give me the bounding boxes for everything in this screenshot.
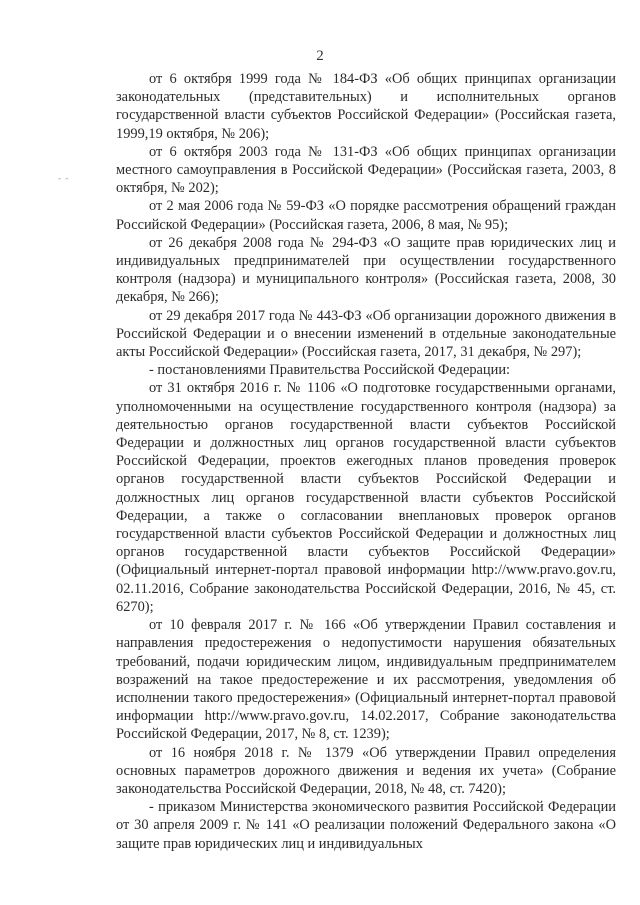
paragraph-government-resolutions: - постановлениями Правительства Российской Федерации:: [149, 362, 511, 379]
margin-mark: - -: [58, 173, 70, 183]
paragraph-law-131fz: от 6 октября 2003 года № 131-ФЗ «Об общих принципах организации местного самоуправления в Российской Федерации» (Российская газета, 2003, 8 октября, № 202);: [116, 143, 616, 197]
page-number: 2: [316, 48, 324, 64]
paragraph-resolution-1106: от 31 октября 2016 г. № 1106 «О подготовке государственными органами, уполномоченными на осуществление государственного контроля (надзора) за деятельностью органов государственной власти субъектов Российской Федерации и должностных лиц органов государственной власти субъектов Российской Федерации, проектов ежегодных планов проведения проверок органов государственной власти субъектов Российской Федерации и должностных лиц органов государственной власти субъектов Российской Федерации, а также о согласовании внеплановых проверок органов государственной власти субъектов Российской Федерации и должностных лиц органов государственной власти субъектов Российской Федерации» (Официальный интернет-портал правовой информации http://www.pravo.gov.ru, 02.11.2016, Собрание законодательства Российской Федерации, 2016, № 45, ст. 6270);: [116, 380, 616, 615]
paragraph-law-294fz: от 26 декабря 2008 года № 294-ФЗ «О защите прав юридических лиц и индивидуальных предпринимателей при осуществлении государственного контроля (надзора) и муниципального контроля» (Российская газета, 2008, 30 декабря, № 266);: [116, 234, 616, 306]
paragraph-resolution-166: от 10 февраля 2017 г. № 166 «Об утверждении Правил составления и направления предостережения о недопустимости нарушения обязательных требований, подачи юридическим лицом, индивидуальным предпринимателем возражений на такое предостережение и их рассмотрения, уведомления об исполнении такого предостережения» (Официальный интернет-портал правовой информации http://www.pravo.gov.ru, 14.02.2017, Собрание законодательства Российской Федерации, 2017, № 8, ст. 1239);: [116, 617, 616, 743]
paragraph-order-141: - приказом Министерства экономического развития Российской Федерации от 30 апреля 2009 г. № 141 «О реализации положений Федерального закона «О защите прав юридических лиц и индивидуальных: [116, 799, 616, 852]
paragraph-law-184fz: от 6 октября 1999 года № 184-ФЗ «Об общих принципах организации законодательных (представительных) и исполнительных органов государственной власти субъектов Российской Федерации» (Российская газета, 1999,19 октября, № 206);: [116, 71, 616, 142]
document-body: [116, 70, 616, 853]
paragraph-law-443fz: от 29 декабря 2017 года № 443-ФЗ «Об организации дорожного движения в Российской Федерации и о внесении изменений в отдельные законодательные акты Российской Федерации» (Российская газета, 2017, 31 декабря, № 297);: [116, 307, 616, 361]
paragraph-law-59fz: от 2 мая 2006 года № 59-ФЗ «О порядке рассмотрения обращений граждан Российской Федерации» (Российская газета, 2006, 8 мая, № 95);: [116, 198, 616, 233]
paragraph-resolution-1379: от 16 ноября 2018 г. № 1379 «Об утверждении Правил определения основных параметров дорожного движения и ведения их учета» (Собрание законодательства Российской Федерации, 2018, № 48, ст. 7420);: [116, 744, 616, 797]
